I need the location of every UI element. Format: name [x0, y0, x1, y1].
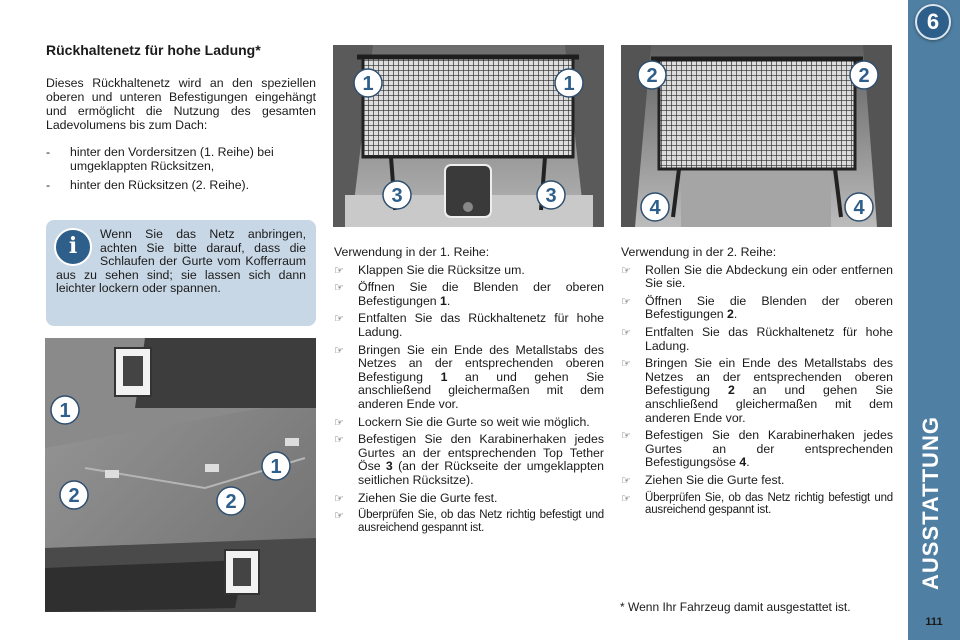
callout-1-left	[354, 69, 382, 97]
instruction-text-part: Entfalten Sie das Rückhaltenetz für hohe Ladung.	[645, 324, 893, 353]
instruction-ref-number: 1	[440, 369, 448, 384]
list-item	[46, 145, 318, 173]
list-item-text: hinter den Rücksitzen (2. Reihe).	[70, 178, 250, 192]
bullet-dash: -	[46, 178, 51, 192]
pointing-hand-icon: ☞	[334, 263, 344, 277]
pointing-hand-icon: ☞	[334, 343, 344, 357]
instruction-ref-number: 4	[739, 455, 747, 470]
svg-text:2: 2	[68, 485, 80, 507]
chapter-number-badge: 6	[915, 4, 951, 40]
pointing-hand-icon: ☞	[334, 433, 344, 447]
svg-text:1: 1	[270, 456, 282, 478]
instruction-text	[358, 281, 604, 308]
instruction-ref-number: 2	[727, 307, 734, 322]
pointing-hand-icon: ☞	[621, 491, 631, 505]
pointing-hand-icon: ☞	[621, 473, 631, 487]
instruction-step	[621, 474, 893, 488]
instruction-text-part: .	[733, 307, 738, 322]
pointing-hand-icon: ☞	[621, 357, 631, 371]
instruction-text-part: Klappen Sie die Rücksitze um.	[358, 262, 525, 277]
svg-text:2: 2	[225, 491, 237, 513]
callout-2-left	[60, 481, 88, 509]
callout-4-right	[845, 193, 873, 221]
info-text-content: Wenn Sie das Netz anbringen, achten Sie bitte darauf, dass die Schlaufen der Gurte vom Kofferraum aus zu sehen sind; sie lassen sich dann leichter lockern oder spannen.	[56, 227, 306, 295]
instruction-text	[358, 416, 604, 430]
instruction-text	[645, 474, 893, 488]
pointing-hand-icon: ☞	[621, 263, 631, 277]
callout-1-right	[555, 69, 583, 97]
section-title: Rückhaltenetz für hohe Ladung*	[46, 42, 261, 58]
bullet-dash: -	[46, 145, 51, 159]
instruction-text	[358, 344, 604, 412]
instruction-step	[621, 264, 893, 291]
instruction-text-part: .	[446, 293, 451, 308]
instruction-text	[645, 295, 893, 322]
instruction-step	[621, 357, 893, 425]
instruction-text-part: Öffnen Sie die Blenden der oberen Befestigungen	[645, 293, 893, 322]
instruction-text	[358, 433, 604, 487]
instruction-text-part: Öffnen Sie die Blenden der oberen Befestigungen	[358, 280, 604, 308]
pointing-hand-icon: ☞	[334, 491, 344, 505]
callout-1-lower	[262, 452, 290, 480]
row1-heading: Verwendung in der 1. Reihe:	[334, 245, 490, 259]
row1-instructions	[334, 246, 604, 538]
callout-2-left	[638, 61, 666, 89]
instruction-text-part: (an der Rückseite der umgeklappten seitlichen Rücksitze).	[358, 459, 604, 487]
instruction-text	[645, 326, 893, 353]
pointing-hand-icon: ☞	[334, 509, 344, 523]
pointing-hand-icon: ☞	[334, 312, 344, 326]
watermark: carmanualsonline.info	[580, 614, 846, 641]
svg-text:2: 2	[646, 65, 658, 87]
row2-heading: Verwendung in der 2. Reihe:	[621, 245, 777, 259]
svg-text:3: 3	[391, 185, 403, 207]
page-number: 111	[925, 616, 943, 628]
info-box	[46, 220, 316, 326]
info-icon: i	[54, 228, 92, 266]
instruction-step	[621, 326, 893, 353]
instruction-step	[621, 429, 893, 470]
instruction-text-part: Rollen Sie die Abdeckung ein oder entfernen Sie sie.	[645, 262, 893, 291]
instruction-text-part: Bringen Sie ein Ende des Metallstabs des Netzes an der entsprechenden oberen Befestigung	[645, 356, 893, 398]
instruction-step	[334, 281, 604, 308]
instruction-text-part: Bringen Sie ein Ende des Metallstabs des Netzes an der entsprechenden oberen Befestigung	[358, 342, 604, 384]
svg-text:1: 1	[59, 400, 71, 422]
instruction-text	[645, 264, 893, 291]
instruction-text	[645, 357, 893, 425]
instruction-text	[358, 492, 604, 506]
instruction-text	[358, 509, 604, 534]
instruction-text-part: Befestigen Sie den Karabinerhaken jedes Gurtes an der entsprechenden Top Tether Öse	[358, 432, 604, 474]
chapter-title-text: AUSSTATTUNG	[918, 416, 943, 590]
instruction-ref-number: 2	[727, 383, 735, 398]
callout-2-right	[217, 487, 245, 515]
instruction-step	[334, 312, 604, 339]
instruction-step	[334, 264, 604, 278]
instruction-text	[645, 429, 893, 470]
instruction-text-part: an und gehen Sie anschließend gleichermaßen mit dem anderen Ende vor.	[645, 383, 893, 425]
pointing-hand-icon: ☞	[621, 325, 631, 339]
instruction-step	[334, 344, 604, 412]
svg-text:3: 3	[545, 185, 557, 207]
usage-list	[46, 145, 318, 197]
instruction-step	[334, 433, 604, 487]
instruction-text-part: Lockern Sie die Gurte so weit wie möglich.	[358, 414, 590, 429]
list-item-text: hinter den Vordersitzen (1. Reihe) bei umgeklappten Rücksitzen,	[70, 145, 274, 173]
pointing-hand-icon: ☞	[621, 294, 631, 308]
instruction-text	[358, 264, 604, 278]
callout-4-left	[641, 193, 669, 221]
instruction-step	[621, 295, 893, 322]
pointing-hand-icon: ☞	[334, 281, 344, 295]
figure-row1-net	[333, 45, 604, 227]
callout-2-right	[850, 61, 878, 89]
callout-1-upper	[51, 396, 79, 424]
svg-text:1: 1	[563, 73, 575, 95]
callout-3-right	[537, 181, 565, 209]
figure-anchor-points	[45, 338, 316, 612]
instruction-text-part: .	[746, 455, 750, 470]
instruction-text-part: Überprüfen Sie, ob das Netz richtig befestigt und ausreichend gespannt ist.	[645, 491, 893, 516]
instruction-step	[334, 509, 604, 534]
pointing-hand-icon: ☞	[334, 415, 344, 429]
instruction-text-part: Überprüfen Sie, ob das Netz richtig befestigt und ausreichend gespannt ist.	[358, 509, 604, 534]
instruction-step	[334, 492, 604, 506]
svg-text:4: 4	[853, 197, 865, 219]
svg-text:1: 1	[362, 73, 374, 95]
instruction-text-part: Entfalten Sie das Rückhaltenetz für hohe Ladung.	[358, 311, 604, 339]
instruction-ref-number: 3	[385, 459, 393, 474]
footnote: * Wenn Ihr Fahrzeug damit ausgestattet ist.	[620, 600, 851, 614]
instruction-step	[621, 492, 893, 517]
instruction-text	[358, 312, 604, 339]
svg-text:2: 2	[858, 65, 870, 87]
instruction-step	[334, 416, 604, 430]
instruction-text-part: Ziehen Sie die Gurte fest.	[358, 490, 498, 505]
instruction-ref-number: 1	[440, 293, 447, 308]
svg-text:4: 4	[649, 197, 661, 219]
instruction-text	[645, 492, 893, 517]
figure-row2-net	[621, 45, 892, 227]
row2-instructions	[621, 246, 893, 520]
pointing-hand-icon: ☞	[621, 429, 631, 443]
list-item	[46, 178, 318, 192]
callout-3-left	[383, 181, 411, 209]
info-text	[56, 228, 306, 296]
instruction-text-part: Ziehen Sie die Gurte fest.	[645, 472, 785, 487]
intro-paragraph: Dieses Rückhaltenetz wird an den speziellen oberen und unteren Befestigungen eingehängt und ermöglicht die Nutzung des gesamten Ladevolumens bis zum Dach:	[46, 76, 316, 132]
instruction-text-part: Befestigen Sie den Karabinerhaken jedes Gurtes an der entsprechenden Befestigungsöse	[645, 428, 893, 470]
instruction-text-part: an und gehen Sie anschließend gleichermaßen mit dem anderen Ende vor.	[358, 369, 604, 411]
